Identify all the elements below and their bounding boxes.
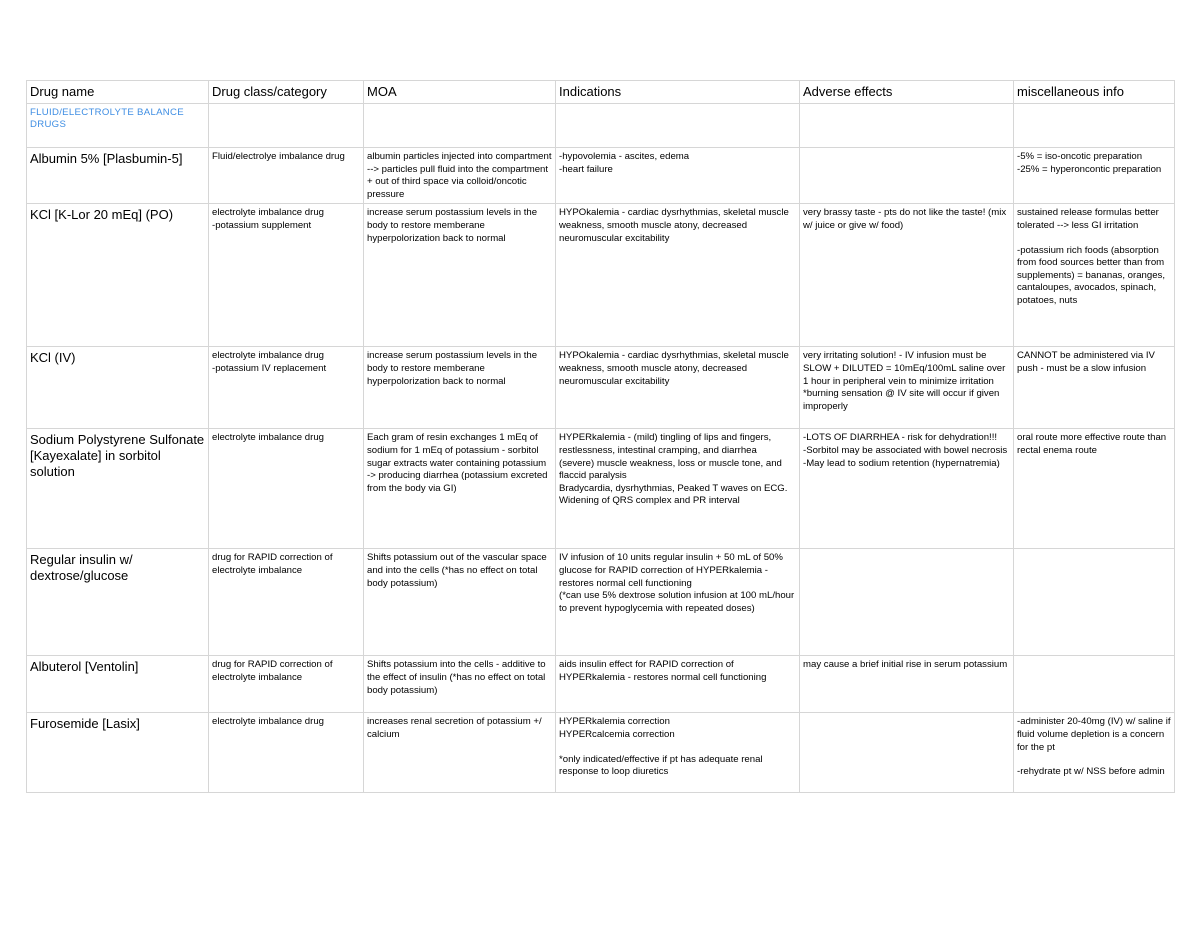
adverse-effects-cell — [800, 429, 1014, 549]
adverse-effects-cell — [800, 656, 1014, 713]
adverse-effects-cell — [800, 347, 1014, 429]
misc-info-cell — [1014, 713, 1175, 793]
cell-line: (*can use 5% dextrose solution infusion at 100 mL/hour to prevent hypoglycemia with repeated doses) — [559, 590, 797, 614]
cell-line: oral route more effective route than rectal enema route — [1017, 432, 1169, 456]
cell-line: HYPOkalemia - cardiac dysrhythmias, skeletal muscle weakness, smooth muscle atony, decreased neuromuscular excitability — [559, 207, 792, 244]
table-row — [27, 204, 1175, 347]
header-misc-info: miscellaneous info — [1014, 81, 1175, 104]
cell-line: electrolyte imbalance drug — [212, 207, 324, 219]
cell-line: -potassium IV replacement — [212, 362, 327, 374]
table-row — [27, 656, 1175, 713]
misc-info-cell — [1014, 549, 1175, 656]
cell-line: electrolyte imbalance drug — [212, 716, 324, 728]
cell-line: may cause a brief initial rise in serum potassium — [803, 659, 1008, 671]
cell-line: -administer 20-40mg (IV) w/ saline if fluid volume depletion is a concern for the pt — [1017, 716, 1174, 753]
empty-cell — [1014, 104, 1175, 148]
moa-cell — [364, 204, 556, 347]
cell-line: increase serum postassium levels in the body to restore memberane hyperpolorization back to normal — [367, 207, 540, 244]
drug-name-cell: Albuterol [Ventolin] — [27, 656, 209, 713]
misc-info-cell — [1014, 656, 1175, 713]
misc-info-cell — [1014, 204, 1175, 347]
cell-line: -May lead to sodium retention (hypernatremia) — [803, 457, 1000, 469]
moa-cell — [364, 656, 556, 713]
cell-line — [559, 742, 796, 754]
cell-line — [1017, 233, 1171, 245]
indications-cell — [556, 549, 800, 656]
cell-line: -potassium rich foods (absorption from food sources better than from supplements) = bananas, oranges, cantaloupes, avocados, spinach, potatoes, nuts — [1017, 244, 1168, 306]
cell-line: aids insulin effect for RAPID correction of HYPERkalemia - restores normal cell functioning — [559, 659, 767, 683]
table-row — [27, 549, 1175, 656]
category-label: FLUID/ELECTROLYTE BALANCE DRUGS — [27, 104, 209, 148]
cell-line — [1017, 754, 1171, 766]
table-row — [27, 713, 1175, 793]
drug-class-cell — [209, 347, 364, 429]
cell-line: -LOTS OF DIARRHEA - risk for dehydration!!! — [803, 432, 998, 444]
cell-line: *only indicated/effective if pt has adequate renal response to loop diuretics — [559, 753, 766, 778]
cell-line: electrolyte imbalance drug — [212, 432, 324, 444]
drug-name-cell: Albumin 5% [Plasbumin-5] — [27, 148, 209, 204]
indications-cell — [556, 347, 800, 429]
drug-name-cell: Furosemide [Lasix] — [27, 713, 209, 793]
adverse-effects-cell — [800, 204, 1014, 347]
header-moa: MOA — [364, 81, 556, 104]
header-adverse-effects: Adverse effects — [800, 81, 1014, 104]
category-row — [27, 104, 1175, 148]
drug-class-cell — [209, 204, 364, 347]
cell-line: CANNOT be administered via IV push - must be a slow infusion — [1017, 350, 1158, 374]
drug-table — [26, 80, 1175, 793]
cell-line: -5% = iso-oncotic preparation — [1017, 151, 1143, 162]
drug-class-cell — [209, 713, 364, 793]
cell-line: -potassium supplement — [212, 219, 312, 231]
header-indications: Indications — [556, 81, 800, 104]
indications-cell — [556, 204, 800, 347]
table-row — [27, 429, 1175, 549]
misc-info-cell — [1014, 148, 1175, 204]
cell-line: very brassy taste - pts do not like the taste! (mix w/ juice or give w/ food) — [803, 207, 1009, 231]
adverse-effects-cell — [800, 549, 1014, 656]
cell-line: HYPERkalemia - (mild) tingling of lips and fingers, restlessness, intestinal cramping, and diarrhea — [559, 432, 774, 456]
misc-info-cell — [1014, 429, 1175, 549]
cell-line: albumin particles injected into compartment --> particles pull fluid into the compartment + out of third space via colloid/oncotic pressure — [367, 151, 555, 200]
misc-info-cell — [1014, 347, 1175, 429]
adverse-effects-cell — [800, 148, 1014, 204]
cell-line: increase serum postassium levels in the body to restore memberane hyperpolorization back to normal — [367, 350, 540, 387]
empty-cell — [800, 104, 1014, 148]
cell-line: very irritating solution! - IV infusion must be SLOW + DILUTED = 10mEq/100mL saline over 1 hour in peripheral vein to minimize irritation — [803, 350, 1008, 387]
cell-line: -rehydrate pt w/ NSS before admin — [1017, 766, 1165, 778]
drug-name-cell: Regular insulin w/ dextrose/glucose — [27, 549, 209, 656]
drug-name-cell: Sodium Polystyrene Sulfonate [Kayexalate] in sorbitol solution — [27, 429, 209, 549]
cell-line: electrolyte imbalance drug — [212, 350, 324, 362]
indications-cell — [556, 148, 800, 204]
cell-line: *burning sensation @ IV site will occur if given improperly — [803, 388, 1003, 412]
drug-class-cell — [209, 429, 364, 549]
cell-line: -Sorbitol may be associated with bowel necrosis — [803, 444, 1008, 456]
cell-line: HYPOkalemia - cardiac dysrhythmias, skeletal muscle weakness, smooth muscle atony, decreased neuromuscular excitability — [559, 350, 792, 387]
cell-line: Each gram of resin exchanges 1 mEq of sodium for 1 mEq of potassium - sorbitol sugar extracts water containing potassium -> producing diarrhea (potassium excreted from the body via GI) — [367, 432, 551, 494]
table-row — [27, 148, 1175, 204]
cell-line: HYPERkalemia correction — [559, 716, 670, 728]
cell-line: IV infusion of 10 units regular insulin + 50 mL of 50% glucose for RAPID correction of HYPERkalemia - restores normal cell functioning — [559, 552, 786, 589]
drug-class-cell — [209, 549, 364, 656]
cell-line: sustained release formulas better tolerated --> less GI irritation — [1017, 207, 1162, 231]
header-drug-name: Drug name — [27, 81, 209, 104]
cell-line: Fluid/electrolye imbalance drug — [212, 151, 345, 162]
cell-line: -hypovolemia - ascites, edema — [559, 151, 690, 162]
moa-cell — [364, 148, 556, 204]
moa-cell — [364, 347, 556, 429]
drug-class-cell — [209, 148, 364, 204]
drug-name-cell: KCl (IV) — [27, 347, 209, 429]
moa-cell — [364, 549, 556, 656]
cell-line: -heart failure — [559, 163, 613, 175]
moa-cell — [364, 429, 556, 549]
indications-cell — [556, 429, 800, 549]
cell-line: (severe) muscle weakness, loss or muscle tone, and flaccid paralysis — [559, 457, 785, 482]
header-drug-class: Drug class/category — [209, 81, 364, 104]
empty-cell — [364, 104, 556, 148]
cell-line: drug for RAPID correction of electrolyte imbalance — [212, 552, 336, 576]
empty-cell — [556, 104, 800, 148]
cell-line: Shifts potassium into the cells - additive to the effect of insulin (*has no effect on total body potassium) — [367, 659, 549, 696]
cell-line: HYPERcalcemia correction — [559, 728, 675, 740]
drug-name-cell: KCl [K-Lor 20 mEq] (PO) — [27, 204, 209, 347]
cell-line: -25% = hyperoncontic preparation — [1017, 163, 1162, 175]
adverse-effects-cell — [800, 713, 1014, 793]
cell-line: increases renal secretion of potassium +/ calcium — [367, 716, 545, 740]
indications-cell — [556, 713, 800, 793]
cell-line: drug for RAPID correction of electrolyte imbalance — [212, 659, 336, 683]
indications-cell — [556, 656, 800, 713]
cell-line: Bradycardia, dysrhythmias, Peaked T waves on ECG. Widening of QRS complex and PR interval — [559, 482, 791, 507]
cell-line: Shifts potassium out of the vascular space and into the cells (*has no effect on total body potassium) — [367, 552, 550, 589]
header-row — [27, 81, 1175, 104]
drug-class-cell — [209, 656, 364, 713]
moa-cell — [364, 713, 556, 793]
empty-cell — [209, 104, 364, 148]
table-row — [27, 347, 1175, 429]
